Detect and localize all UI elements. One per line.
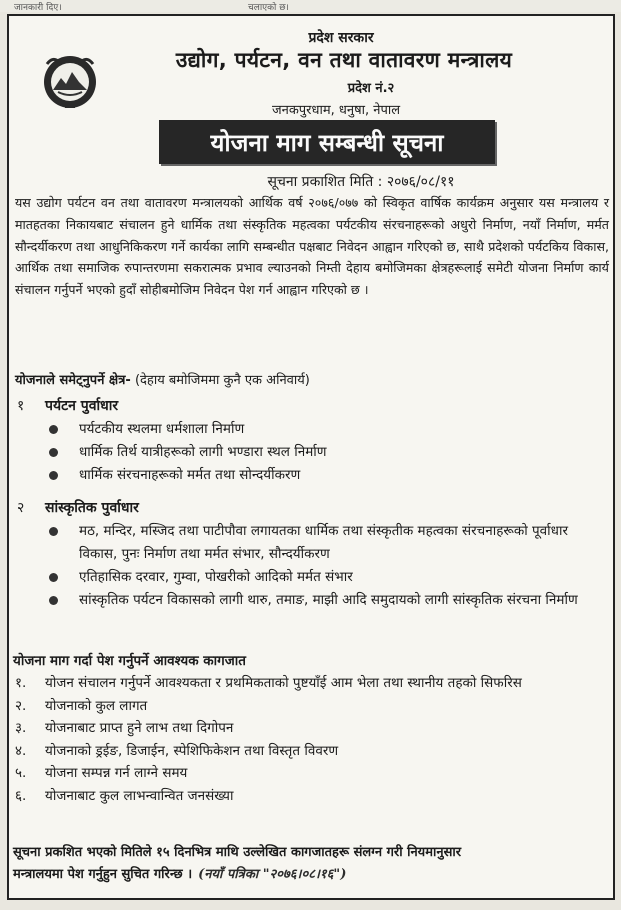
publication-date: सूचना प्रकाशित मिति : २०७६/०८/११ [267,174,455,190]
list-item-text: योजन संचालन गर्नुपर्ने आवश्यकता र प्रथमिकताको पुष्टयाँई आम भेला तथा स्थानीय तहको सिफरिस [45,675,522,691]
requirement-heading-note: (देहाय बमोजिममा कुनै एक अनिवार्य) [130,373,310,388]
intro-line: बमोजिमका क्षेत्रहरूलाई समेटी योजना निर्माण कार्य संचालन गर्नुपर्ने भएको हुदाँ सोहीबमोजिम [15,260,609,298]
list-item-text: धार्मिक तिर्थ यात्रीहरूको लागी भण्डारा स्थल निर्माण [79,444,327,460]
list-item [43,441,609,464]
previous-page-text-left: जानकारी दिए। [14,3,62,13]
list-item [43,418,609,441]
closing-line: सूचना प्रकशित भएको मितिले १५ दिनभित्र माथि उल्लेखित कागजातहरू संलग्न गरी नियमानुसार [13,845,462,860]
intro-line: आधुनिकिकरण गर्ने कार्यका लागि सम्बन्धीत पक्षबाट निवेदन आह्वान गरिएको छ, साथै प्रदेशको [99,238,524,254]
list-item-text: योजनाबाट प्राप्त हुने लाभ तथा दिगोपन [45,720,234,737]
section-title-cultural [17,498,139,517]
list-item-text: योजनाबाट कुल लाभन्वान्वित जनसंख्या [45,787,234,804]
documents-heading: योजना माग गर्दा पेश गर्नुपर्ने आवश्यक कागजात [13,653,246,669]
documents-list [13,672,609,808]
intro-line: निवेदन पेश गर्न आह्वान गरिएको छ । [203,282,369,298]
list-item [43,520,609,566]
notice-frame [7,14,615,900]
section-title-text: सांस्कृतिक पुर्वाधार [45,500,139,516]
list-item [13,740,609,763]
bullet-icon [49,471,58,480]
item-number: ६. [15,787,27,804]
previous-page-strip [0,0,621,12]
item-number: १. [15,675,27,691]
list-item [43,566,609,589]
list-item-text: योजनाको कुल लागत [45,697,148,714]
closing-statement [13,842,611,886]
list-item-text: सांस्कृतिक पर्यटन विकासको लागी थारु, तमाङ, माझी आदि समुदायको लागी सांस्कृतिक संरचना निर्माण [79,592,578,608]
section-number: २ [17,500,25,516]
list-item [13,717,609,740]
requirement-heading [15,370,609,388]
list-item [13,762,609,785]
intro-line: पर्यटकिय विकास, आर्थिक तथा समाजिक रुपान्तरणमा सकरात्मक प्रभाव ल्याउनको निम्ती देहाय [15,238,609,276]
closing-line-text: मन्त्रालयमा पेश गर्नुहुन सुचित गरिन्छ । [13,867,193,882]
bullet-icon [49,425,58,434]
government-label: प्रदेश सरकार [308,30,374,46]
list-item [13,785,609,808]
item-number: ३. [15,720,27,737]
cultural-items-list [43,520,609,612]
notice-header [9,16,613,166]
ministry-address: जनकपुरधाम, धनुषा, नेपाल [271,103,401,118]
intro-line: वार्षिक कार्यक्रम अनुसार यस मन्त्रालय र मातहतका निकायबाट संचालन हुने धार्मिक तथा [15,195,609,232]
list-item [13,695,609,718]
intro-line: यस उद्योग पर्यटन वन तथा वातावरण मन्त्रालयको आर्थिक वर्ष २०७६/०७७ को स्विकृत [15,195,415,210]
item-number: २. [15,697,27,714]
item-number: ५. [15,765,27,782]
list-item-text: पर्यटकीय स्थलमा धर्मशाला निर्माण [79,421,245,437]
list-item [43,464,609,487]
bullet-icon [49,596,58,605]
closing-line-with-stamp [13,864,611,886]
list-item-text: एतिहासिक दरवार, गुम्वा, पोखरीको आदिको मर्मत संभार [79,569,353,585]
bullet-icon [49,573,58,582]
requirement-heading-bold: योजनाले समेट्नुपर्ने क्षेत्र- [15,373,131,388]
list-item-text: मठ, मन्दिर, मस्जिद तथा पाटीपौवा लगायतका धार्मिक तथा संस्कृतीक महत्वका संरचनाहरूको पूर्वाधार विकास, पुनः निर्माण तथा मर्मत संभार, सौन्दर्यीकरण [79,523,569,562]
intro-paragraph [15,192,609,301]
section-number: १ [17,398,25,414]
section-title-tourism [17,396,118,415]
list-item-text: योजना सम्पन्न गर्न लाग्ने समय [45,765,188,782]
section-title-text: पर्यटन पुर्वाधार [45,398,119,414]
notice-headline: योजना माग सम्बन्धी सूचना [159,120,495,164]
ministry-name: उद्योग, पर्यटन, वन तथा वातावरण मन्त्रालय [175,48,513,72]
previous-page-text-right: चलाएको छ। [248,3,289,13]
bullet-icon [49,527,58,536]
list-item [13,672,609,695]
list-item-text: धार्मिक संरचनाहरूको मर्मत तथा सोन्दर्यीकरण [79,467,301,483]
item-number: ४. [15,742,27,759]
bullet-icon [49,448,58,457]
handwritten-source-stamp: (नयाँ पत्रिका "२०७६।०८।१६") [198,867,347,882]
intro-line: संस्कृतिक महत्वका पर्यटकीय संरचनाहरूको अधुरो निर्माण, नयाँ निर्माण, मर्मत सौन्दर्यीकरण तथा [15,216,609,254]
list-item-text: योजनाको ड्रईङ, डिजाईन, स्पेशिफिकेशन तथा विस्तृत विवरण [45,742,339,759]
tourism-items-list [43,418,609,487]
list-item [43,589,609,612]
province-label: प्रदेश नं.२ [347,81,395,96]
